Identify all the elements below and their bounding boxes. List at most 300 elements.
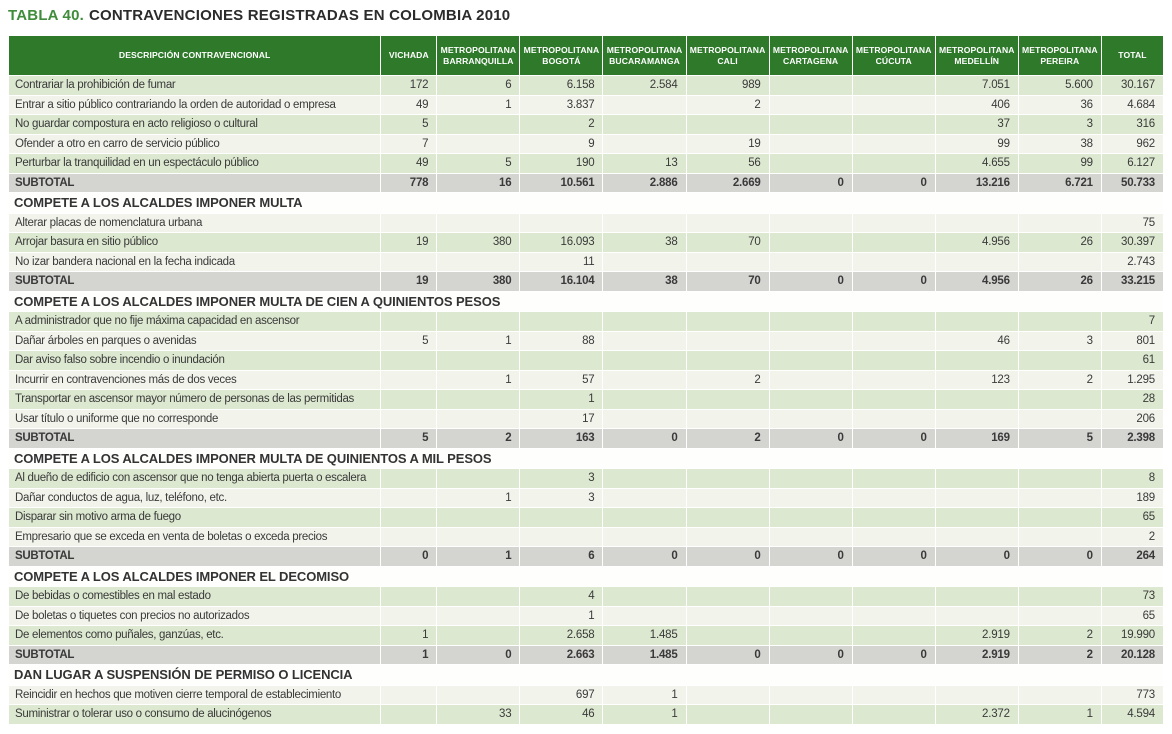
row-description: No izar bandera nacional en la fecha indicada <box>9 252 381 272</box>
row-description: Incurrir en contravenciones más de dos veces <box>9 370 381 390</box>
subtotal-row <box>9 173 1164 193</box>
value-cell <box>852 587 935 607</box>
row-description: Dañar árboles en parques o avenidas <box>9 331 381 351</box>
row-description: De bebidas o comestibles en mal estado <box>9 587 381 607</box>
value-cell: 65 <box>1101 508 1163 528</box>
value-cell: 46 <box>520 705 603 725</box>
value-cell <box>603 390 686 410</box>
value-cell: 4.655 <box>935 154 1018 174</box>
table-row <box>9 527 1164 547</box>
table-row <box>9 233 1164 253</box>
row-description: Entrar a sitio público contrariando la orden de autoridad o empresa <box>9 95 381 115</box>
value-cell <box>437 390 520 410</box>
value-cell <box>520 312 603 332</box>
row-description: No guardar compostura en acto religioso o cultural <box>9 115 381 135</box>
column-header: VICHADA <box>381 36 437 76</box>
value-cell <box>852 154 935 174</box>
subtotal-value-cell: 0 <box>769 645 852 665</box>
subtotal-label: SUBTOTAL <box>9 645 381 665</box>
subtotal-value-cell: 0 <box>769 272 852 292</box>
value-cell: 99 <box>935 134 1018 154</box>
value-cell <box>686 252 769 272</box>
value-cell: 38 <box>603 233 686 253</box>
subtotal-value-cell: 10.561 <box>520 173 603 193</box>
value-cell <box>1018 312 1101 332</box>
value-cell <box>603 469 686 489</box>
value-cell <box>1018 685 1101 705</box>
value-cell: 6.158 <box>520 76 603 96</box>
value-cell: 4 <box>520 587 603 607</box>
table-row <box>9 469 1164 489</box>
value-cell <box>686 685 769 705</box>
row-description: Alterar placas de nomenclatura urbana <box>9 213 381 233</box>
value-cell <box>520 527 603 547</box>
section-header-label: COMPETE A LOS ALCALDES IMPONER EL DECOMISO <box>9 566 1164 587</box>
value-cell <box>686 508 769 528</box>
column-header: METROPOLITANA CÚCUTA <box>852 36 935 76</box>
value-cell: 36 <box>1018 95 1101 115</box>
value-cell <box>935 390 1018 410</box>
value-cell: 1 <box>381 626 437 646</box>
value-cell: 61 <box>1101 351 1163 371</box>
value-cell <box>935 213 1018 233</box>
value-cell: 190 <box>520 154 603 174</box>
value-cell <box>520 508 603 528</box>
value-cell: 7 <box>1101 312 1163 332</box>
value-cell <box>769 233 852 253</box>
value-cell <box>769 154 852 174</box>
value-cell <box>686 331 769 351</box>
value-cell: 2 <box>1018 626 1101 646</box>
value-cell <box>686 626 769 646</box>
value-cell <box>437 115 520 135</box>
value-cell: 206 <box>1101 409 1163 429</box>
value-cell <box>603 252 686 272</box>
value-cell: 1 <box>437 370 520 390</box>
value-cell <box>769 331 852 351</box>
column-header: METROPOLITANA BARRANQUILLA <box>437 36 520 76</box>
value-cell: 5 <box>381 115 437 135</box>
value-cell <box>381 351 437 371</box>
value-cell <box>769 685 852 705</box>
subtotal-value-cell: 1 <box>437 547 520 567</box>
value-cell <box>852 508 935 528</box>
table-row <box>9 685 1164 705</box>
value-cell <box>769 409 852 429</box>
subtotal-value-cell: 0 <box>1018 547 1101 567</box>
table-row <box>9 409 1164 429</box>
table-number: TABLA 40. <box>8 7 84 24</box>
value-cell: 4.956 <box>935 233 1018 253</box>
value-cell <box>769 95 852 115</box>
value-cell <box>935 508 1018 528</box>
value-cell <box>852 409 935 429</box>
value-cell <box>852 233 935 253</box>
row-description: Suministrar o tolerar uso o consumo de alucinógenos <box>9 705 381 725</box>
value-cell <box>686 469 769 489</box>
subtotal-value-cell: 0 <box>686 547 769 567</box>
subtotal-row <box>9 272 1164 292</box>
value-cell <box>437 685 520 705</box>
value-cell <box>935 351 1018 371</box>
value-cell <box>686 606 769 626</box>
value-cell: 5.600 <box>1018 76 1101 96</box>
value-cell: 49 <box>381 154 437 174</box>
value-cell <box>935 409 1018 429</box>
value-cell <box>686 390 769 410</box>
row-description: A administrador que no fije máxima capacidad en ascensor <box>9 312 381 332</box>
value-cell <box>935 527 1018 547</box>
subtotal-value-cell: 0 <box>437 645 520 665</box>
value-cell <box>852 213 935 233</box>
value-cell <box>686 587 769 607</box>
value-cell: 2 <box>520 115 603 135</box>
value-cell: 1 <box>520 606 603 626</box>
subtotal-row <box>9 547 1164 567</box>
table-row <box>9 312 1164 332</box>
table-row <box>9 115 1164 135</box>
value-cell: 406 <box>935 95 1018 115</box>
table-row <box>9 154 1164 174</box>
value-cell <box>381 488 437 508</box>
value-cell <box>1018 508 1101 528</box>
column-header: METROPOLITANA MEDELLÍN <box>935 36 1018 76</box>
value-cell: 19 <box>686 134 769 154</box>
column-header: METROPOLITANA CARTAGENA <box>769 36 852 76</box>
subtotal-value-cell: 4.956 <box>935 272 1018 292</box>
section-header-row <box>9 665 1164 686</box>
value-cell: 2 <box>1101 527 1163 547</box>
subtotal-value-cell: 50.733 <box>1101 173 1163 193</box>
subtotal-value-cell: 0 <box>852 173 935 193</box>
value-cell <box>769 488 852 508</box>
section-header-row <box>9 291 1164 312</box>
value-cell: 16.093 <box>520 233 603 253</box>
value-cell <box>769 705 852 725</box>
value-cell: 8 <box>1101 469 1163 489</box>
value-cell <box>852 351 935 371</box>
subtotal-value-cell: 264 <box>1101 547 1163 567</box>
table-row <box>9 76 1164 96</box>
value-cell <box>603 409 686 429</box>
value-cell <box>603 508 686 528</box>
value-cell <box>935 606 1018 626</box>
header-row <box>9 36 1164 76</box>
subtotal-value-cell: 70 <box>686 272 769 292</box>
value-cell <box>769 252 852 272</box>
value-cell <box>852 95 935 115</box>
subtotal-value-cell: 2 <box>1018 645 1101 665</box>
value-cell <box>603 115 686 135</box>
value-cell <box>769 134 852 154</box>
subtotal-value-cell: 0 <box>935 547 1018 567</box>
value-cell <box>852 134 935 154</box>
table-row <box>9 488 1164 508</box>
subtotal-value-cell: 19 <box>381 272 437 292</box>
subtotal-value-cell: 0 <box>852 429 935 449</box>
value-cell: 5 <box>381 331 437 351</box>
value-cell <box>935 312 1018 332</box>
value-cell <box>1018 409 1101 429</box>
table-row <box>9 252 1164 272</box>
row-description: Disparar sin motivo arma de fuego <box>9 508 381 528</box>
value-cell: 4.684 <box>1101 95 1163 115</box>
row-description: Usar título o uniforme que no corresponde <box>9 409 381 429</box>
value-cell: 3 <box>520 488 603 508</box>
value-cell <box>935 488 1018 508</box>
value-cell <box>852 115 935 135</box>
subtotal-value-cell: 6 <box>520 547 603 567</box>
value-cell <box>437 626 520 646</box>
value-cell: 6.127 <box>1101 154 1163 174</box>
row-description: Contrariar la prohibición de fumar <box>9 76 381 96</box>
value-cell <box>520 351 603 371</box>
value-cell: 1.485 <box>603 626 686 646</box>
value-cell: 3 <box>520 469 603 489</box>
value-cell: 6 <box>437 76 520 96</box>
value-cell <box>935 252 1018 272</box>
subtotal-value-cell: 2.398 <box>1101 429 1163 449</box>
value-cell: 380 <box>437 233 520 253</box>
value-cell <box>852 370 935 390</box>
value-cell: 2 <box>686 370 769 390</box>
table-row <box>9 705 1164 725</box>
value-cell <box>852 488 935 508</box>
value-cell <box>1018 213 1101 233</box>
value-cell: 99 <box>1018 154 1101 174</box>
subtotal-value-cell: 5 <box>1018 429 1101 449</box>
subtotal-value-cell: 380 <box>437 272 520 292</box>
subtotal-label: SUBTOTAL <box>9 173 381 193</box>
value-cell <box>769 390 852 410</box>
value-cell <box>381 390 437 410</box>
row-description: Dar aviso falso sobre incendio o inundación <box>9 351 381 371</box>
value-cell <box>852 312 935 332</box>
value-cell <box>603 606 686 626</box>
value-cell <box>852 469 935 489</box>
value-cell <box>1018 351 1101 371</box>
value-cell <box>1018 390 1101 410</box>
contraventions-table <box>8 35 1164 725</box>
value-cell: 2 <box>1018 370 1101 390</box>
value-cell <box>769 351 852 371</box>
subtotal-label: SUBTOTAL <box>9 272 381 292</box>
value-cell: 316 <box>1101 115 1163 135</box>
subtotal-value-cell: 20.128 <box>1101 645 1163 665</box>
value-cell: 3 <box>1018 331 1101 351</box>
row-description: Dañar conductos de agua, luz, teléfono, etc. <box>9 488 381 508</box>
column-header: TOTAL <box>1101 36 1163 76</box>
value-cell: 75 <box>1101 213 1163 233</box>
value-cell: 17 <box>520 409 603 429</box>
section-header-row <box>9 566 1164 587</box>
value-cell <box>437 469 520 489</box>
table-row <box>9 95 1164 115</box>
value-cell <box>437 351 520 371</box>
value-cell: 1 <box>603 685 686 705</box>
subtotal-value-cell: 2 <box>437 429 520 449</box>
value-cell: 2.919 <box>935 626 1018 646</box>
table-row <box>9 390 1164 410</box>
section-header-label: DAN LUGAR A SUSPENSIÓN DE PERMISO O LICENCIA <box>9 665 1164 686</box>
value-cell <box>520 213 603 233</box>
row-description: De boletas o tiquetes con precios no autorizados <box>9 606 381 626</box>
value-cell <box>686 488 769 508</box>
value-cell <box>852 331 935 351</box>
value-cell <box>852 252 935 272</box>
table-caption: CONTRAVENCIONES REGISTRADAS EN COLOMBIA 2010 <box>88 7 511 24</box>
value-cell <box>769 312 852 332</box>
value-cell <box>603 134 686 154</box>
value-cell <box>603 370 686 390</box>
value-cell: 88 <box>520 331 603 351</box>
value-cell: 26 <box>1018 233 1101 253</box>
value-cell <box>935 685 1018 705</box>
value-cell <box>852 390 935 410</box>
row-description: De elementos como puñales, ganzúas, etc. <box>9 626 381 646</box>
table-row <box>9 213 1164 233</box>
subtotal-value-cell: 2.663 <box>520 645 603 665</box>
value-cell <box>852 685 935 705</box>
value-cell <box>603 351 686 371</box>
subtotal-value-cell: 0 <box>852 645 935 665</box>
value-cell <box>686 705 769 725</box>
value-cell <box>603 488 686 508</box>
value-cell: 1 <box>437 488 520 508</box>
subtotal-value-cell: 778 <box>381 173 437 193</box>
subtotal-value-cell: 33.215 <box>1101 272 1163 292</box>
value-cell <box>381 370 437 390</box>
value-cell: 57 <box>520 370 603 390</box>
row-description: Arrojar basura en sitio público <box>9 233 381 253</box>
subtotal-value-cell: 1 <box>381 645 437 665</box>
value-cell: 1 <box>437 331 520 351</box>
value-cell: 46 <box>935 331 1018 351</box>
value-cell <box>603 587 686 607</box>
row-description: Transportar en ascensor mayor número de personas de las permitidas <box>9 390 381 410</box>
subtotal-value-cell: 38 <box>603 272 686 292</box>
value-cell <box>381 469 437 489</box>
section-header-row <box>9 448 1164 469</box>
value-cell: 172 <box>381 76 437 96</box>
subtotal-value-cell: 26 <box>1018 272 1101 292</box>
value-cell <box>1018 606 1101 626</box>
value-cell <box>381 252 437 272</box>
value-cell <box>1018 587 1101 607</box>
row-description: Ofender a otro en carro de servicio público <box>9 134 381 154</box>
subtotal-label: SUBTOTAL <box>9 547 381 567</box>
value-cell: 37 <box>935 115 1018 135</box>
subtotal-value-cell: 0 <box>769 547 852 567</box>
value-cell: 70 <box>686 233 769 253</box>
subtotal-row <box>9 645 1164 665</box>
subtotal-value-cell: 2 <box>686 429 769 449</box>
column-header: DESCRIPCIÓN CONTRAVENCIONAL <box>9 36 381 76</box>
value-cell: 1 <box>520 390 603 410</box>
subtotal-row <box>9 429 1164 449</box>
value-cell <box>437 527 520 547</box>
value-cell: 1 <box>603 705 686 725</box>
value-cell <box>935 469 1018 489</box>
table-row <box>9 587 1164 607</box>
value-cell <box>852 527 935 547</box>
subtotal-value-cell: 163 <box>520 429 603 449</box>
value-cell <box>769 626 852 646</box>
value-cell <box>381 508 437 528</box>
value-cell <box>381 587 437 607</box>
value-cell <box>381 527 437 547</box>
value-cell: 2.372 <box>935 705 1018 725</box>
value-cell <box>769 527 852 547</box>
table-row <box>9 331 1164 351</box>
value-cell: 2.658 <box>520 626 603 646</box>
value-cell: 9 <box>520 134 603 154</box>
table-row <box>9 370 1164 390</box>
value-cell <box>686 409 769 429</box>
value-cell <box>686 115 769 135</box>
section-header-label: COMPETE A LOS ALCALDES IMPONER MULTA DE CIEN A QUINIENTOS PESOS <box>9 291 1164 312</box>
value-cell: 28 <box>1101 390 1163 410</box>
subtotal-value-cell: 169 <box>935 429 1018 449</box>
value-cell <box>935 587 1018 607</box>
value-cell <box>437 312 520 332</box>
value-cell: 38 <box>1018 134 1101 154</box>
value-cell: 2 <box>686 95 769 115</box>
subtotal-value-cell: 2.669 <box>686 173 769 193</box>
value-cell <box>686 527 769 547</box>
value-cell <box>1018 488 1101 508</box>
value-cell <box>437 409 520 429</box>
subtotal-value-cell: 0 <box>769 173 852 193</box>
value-cell: 7 <box>381 134 437 154</box>
value-cell: 3.837 <box>520 95 603 115</box>
value-cell: 1 <box>1018 705 1101 725</box>
subtotal-value-cell: 0 <box>603 547 686 567</box>
value-cell <box>769 213 852 233</box>
value-cell <box>686 351 769 371</box>
subtotal-value-cell: 2.886 <box>603 173 686 193</box>
value-cell <box>1018 527 1101 547</box>
value-cell <box>769 115 852 135</box>
row-description: Reincidir en hechos que motiven cierre temporal de establecimiento <box>9 685 381 705</box>
value-cell: 189 <box>1101 488 1163 508</box>
value-cell: 2.584 <box>603 76 686 96</box>
value-cell: 33 <box>437 705 520 725</box>
page-title <box>8 7 1164 24</box>
value-cell: 30.167 <box>1101 76 1163 96</box>
subtotal-value-cell: 0 <box>852 547 935 567</box>
value-cell: 3 <box>1018 115 1101 135</box>
subtotal-value-cell: 1.485 <box>603 645 686 665</box>
column-header: METROPOLITANA BOGOTÁ <box>520 36 603 76</box>
value-cell <box>852 76 935 96</box>
value-cell <box>686 312 769 332</box>
subtotal-value-cell: 16 <box>437 173 520 193</box>
column-header: METROPOLITANA CALI <box>686 36 769 76</box>
value-cell: 30.397 <box>1101 233 1163 253</box>
value-cell <box>852 606 935 626</box>
table-row <box>9 508 1164 528</box>
value-cell: 73 <box>1101 587 1163 607</box>
subtotal-value-cell: 13.216 <box>935 173 1018 193</box>
value-cell: 5 <box>437 154 520 174</box>
subtotal-value-cell: 16.104 <box>520 272 603 292</box>
value-cell: 989 <box>686 76 769 96</box>
value-cell <box>437 252 520 272</box>
value-cell <box>769 469 852 489</box>
value-cell <box>603 95 686 115</box>
value-cell: 13 <box>603 154 686 174</box>
